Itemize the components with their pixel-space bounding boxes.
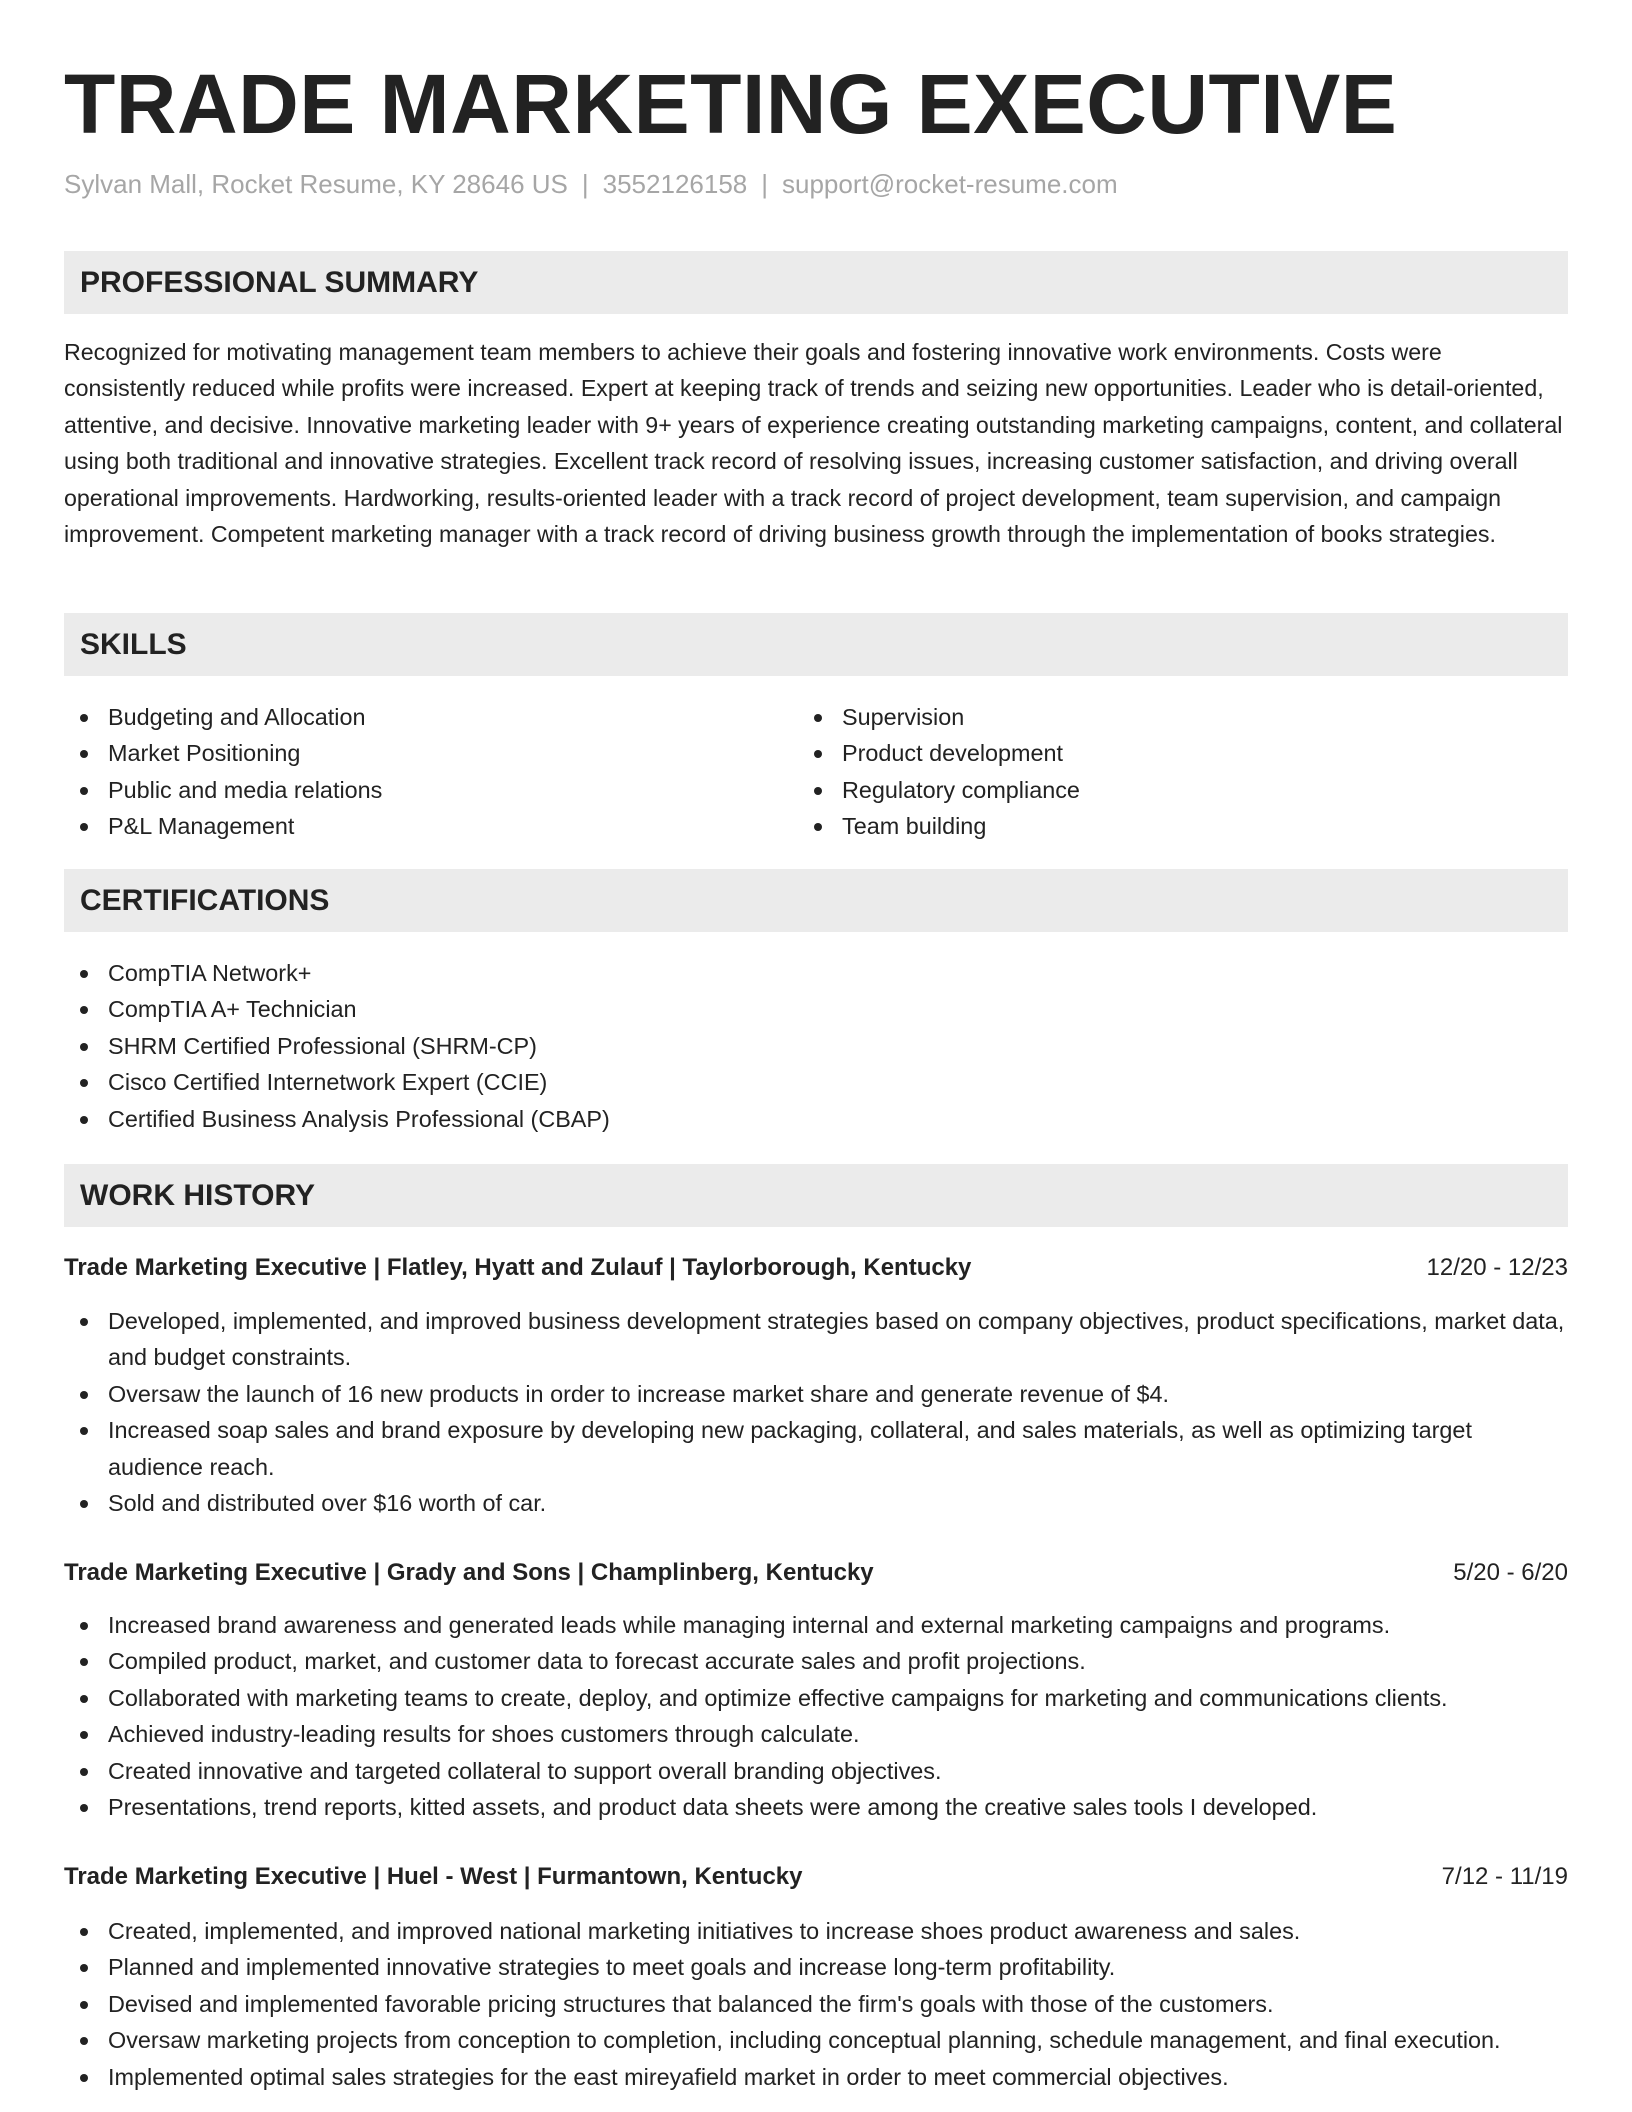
- job-duty-item: Increased brand awareness and generated leads while managing internal and external marketing campaigns and programs.: [64, 1607, 1568, 1643]
- job-header: [64, 1555, 1568, 1591]
- skill-item: Regulatory compliance: [798, 772, 1498, 808]
- job-duty-item: Sold and distributed over $16 worth of car.: [64, 1485, 1568, 1521]
- section-heading-skills: SKILLS: [64, 613, 1568, 676]
- contact-separator: |: [761, 169, 769, 199]
- job-dates: 5/20 - 6/20: [1453, 1559, 1568, 1586]
- certification-item: SHRM Certified Professional (SHRM-CP): [64, 1028, 1568, 1064]
- certification-item: CompTIA Network+: [64, 955, 1568, 991]
- job-title: Trade Marketing Executive | Flatley, Hyatt and Zulauf | Taylorborough, Kentucky: [64, 1254, 972, 1281]
- skill-item: Supervision: [798, 699, 1498, 735]
- job-duty-item: Created, implemented, and improved national marketing initiatives to increase shoes product awareness and sales.: [64, 1913, 1568, 1949]
- skill-item: Product development: [798, 735, 1498, 771]
- skill-item: Public and media relations: [64, 772, 764, 808]
- job-duty-item: Compiled product, market, and customer data to forecast accurate sales and profit projections.: [64, 1643, 1568, 1679]
- job-duties-list: [64, 1913, 1568, 2095]
- section-heading-summary: PROFESSIONAL SUMMARY: [64, 251, 1568, 314]
- contact-line: [64, 164, 1118, 204]
- certification-item: CompTIA A+ Technician: [64, 991, 1568, 1027]
- skills-list-left: [64, 699, 764, 845]
- section-heading-certifications: CERTIFICATIONS: [64, 869, 1568, 932]
- job-dates: 12/20 - 12/23: [1426, 1254, 1568, 1281]
- contact-separator: |: [581, 169, 589, 199]
- job-duty-item: Increased soap sales and brand exposure by developing new packaging, collateral, and sales materials, as well as optimizing target audience reach.: [64, 1412, 1568, 1485]
- job-duties-list: [64, 1303, 1568, 1521]
- job-duty-item: Oversaw marketing projects from conception to completion, including conceptual planning, schedule management, and final execution.: [64, 2022, 1568, 2058]
- summary-text: Recognized for motivating management team members to achieve their goals and fostering innovative work environments. Costs were consistently reduced while profits were increased. Expert at keeping track of trends and seizing new opportunities. Leader who is detail-oriented, attentive, and decisive. Innovative marketing leader with 9+ years of experience creating outstanding marketing campaigns, content, and collateral using both traditional and innovative strategies. Excellent track record of resolving issues, increasing customer satisfaction, and driving overall operational improvements. Hardworking, results-oriented leader with a track record of project development, team supervision, and campaign improvement. Competent marketing manager with a track record of driving business growth through the implementation of books strategies.: [64, 339, 1563, 548]
- job-duty-item: Oversaw the launch of 16 new products in order to increase market share and generate revenue of $4.: [64, 1376, 1568, 1412]
- skill-item: P&L Management: [64, 808, 764, 844]
- job-duty-item: Created innovative and targeted collateral to support overall branding objectives.: [64, 1753, 1568, 1789]
- job-duty-item: Devised and implemented favorable pricing structures that balanced the firm's goals with those of the customers.: [64, 1986, 1568, 2022]
- skill-item: Team building: [798, 808, 1498, 844]
- contact-phone: 3552126158: [602, 169, 748, 199]
- job-duty-item: Presentations, trend reports, kitted assets, and product data sheets were among the creative sales tools I developed.: [64, 1789, 1568, 1825]
- job-duty-item: Achieved industry-leading results for shoes customers through calculate.: [64, 1716, 1568, 1752]
- contact-address: Sylvan Mall, Rocket Resume, KY 28646 US: [64, 169, 568, 199]
- job-dates: 7/12 - 11/19: [1441, 1863, 1568, 1890]
- skill-item: Market Positioning: [64, 735, 764, 771]
- job-header: [64, 1250, 1568, 1286]
- certification-item: Cisco Certified Internetwork Expert (CCIE): [64, 1064, 1568, 1100]
- contact-email: support@rocket-resume.com: [782, 169, 1118, 199]
- resume-name: TRADE MARKETING EXECUTIVE: [64, 57, 1398, 151]
- job-duty-item: Developed, implemented, and improved business development strategies based on company objectives, product specifications, market data, and budget constraints.: [64, 1303, 1568, 1376]
- job-duty-item: Collaborated with marketing teams to create, deploy, and optimize effective campaigns for marketing and communications clients.: [64, 1680, 1568, 1716]
- job-duties-list: [64, 1607, 1568, 1825]
- skills-list-right: [798, 699, 1498, 845]
- job-title: Trade Marketing Executive | Grady and Sons | Champlinberg, Kentucky: [64, 1559, 874, 1586]
- certifications-list: [64, 955, 1568, 1137]
- job-duty-item: Planned and implemented innovative strategies to meet goals and increase long-term profitability.: [64, 1949, 1568, 1985]
- certification-item: Certified Business Analysis Professional (CBAP): [64, 1101, 1568, 1137]
- job-duty-item: Implemented optimal sales strategies for the east mireyafield market in order to meet commercial objectives.: [64, 2059, 1568, 2095]
- job-header: [64, 1859, 1568, 1895]
- skill-item: Budgeting and Allocation: [64, 699, 764, 735]
- job-title: Trade Marketing Executive | Huel - West | Furmantown, Kentucky: [64, 1863, 803, 1890]
- section-heading-work-history: WORK HISTORY: [64, 1164, 1568, 1227]
